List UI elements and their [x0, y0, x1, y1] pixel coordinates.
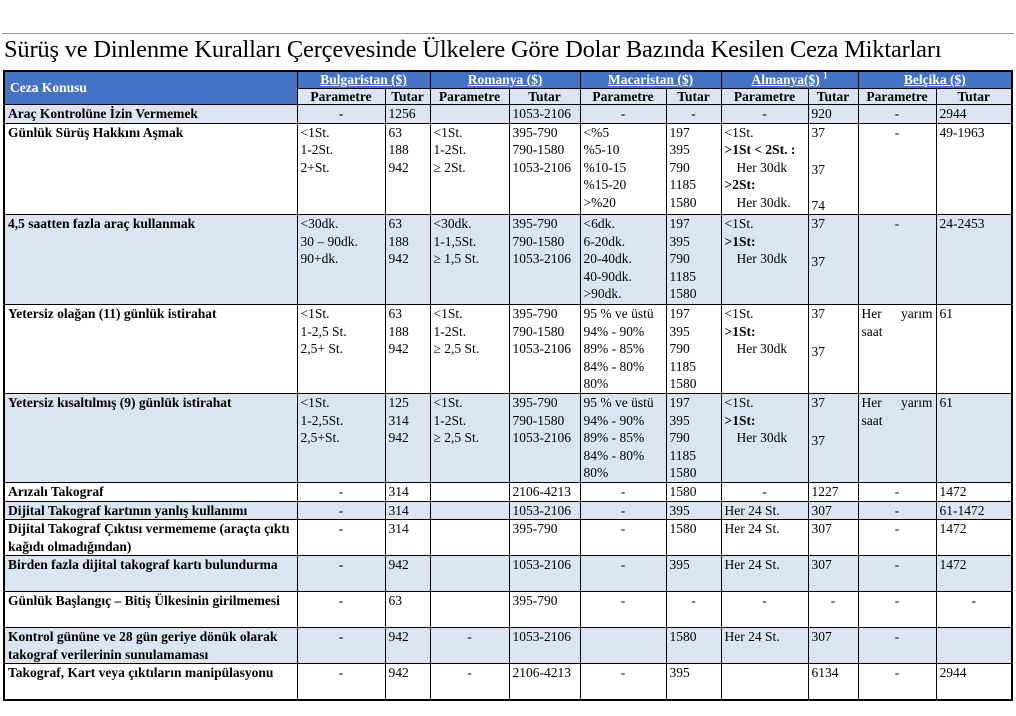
table-row	[4, 394, 1012, 483]
table-row	[4, 628, 1012, 664]
cell-ro-amount: 395-790	[509, 520, 580, 556]
cell-hu-amount: -	[666, 592, 721, 628]
cell-de-amount: 37 37 74	[808, 123, 858, 215]
subheader-param: Parametre	[858, 89, 936, 105]
cell-bg-param: -	[297, 556, 385, 592]
cell-bg-param: <1St. 1-2St. 2+St.	[297, 123, 385, 215]
table-row	[4, 305, 1012, 394]
header-country-romania: Romanya ($)	[430, 71, 580, 89]
cell-bg-amount: 942	[385, 628, 430, 664]
cell-hu-amount: -	[666, 105, 721, 124]
cell-de-amount: 37 37	[808, 215, 858, 305]
row-topic: Araç Kontrolüne İzin Vermemek	[4, 105, 297, 124]
cell-de-param: Her 24 St.	[721, 556, 808, 592]
cell-de-amount: 37 37	[808, 394, 858, 483]
header-row-countries	[4, 71, 1012, 89]
cell-bg-param: -	[297, 628, 385, 664]
cell-de-amount: 37 37	[808, 305, 858, 394]
subheader-amount: Tutar	[808, 89, 858, 105]
row-topic: Yetersiz kısaltılmış (9) günlük istirahat	[4, 394, 297, 483]
cell-be-param: Her yarım saat	[858, 394, 936, 483]
subheader-amount: Tutar	[509, 89, 580, 105]
cell-be-amount: 61	[936, 394, 1012, 483]
cell-be-amount: 61-1472	[936, 501, 1012, 520]
header-topic: Ceza Konusu	[4, 71, 297, 105]
cell-be-param: -	[858, 664, 936, 700]
cell-hu-amount: 197 395 790 1185 1580	[666, 215, 721, 305]
table-row	[4, 215, 1012, 305]
cell-ro-param	[430, 501, 509, 520]
fines-table	[3, 70, 1013, 701]
cell-bg-amount: 1256	[385, 105, 430, 124]
table-row	[4, 556, 1012, 592]
cell-de-amount: 307	[808, 501, 858, 520]
cell-de-param: <1St. >1St: Her 30dk	[721, 305, 808, 394]
cell-hu-amount: 197 395 790 1185 1580	[666, 305, 721, 394]
cell-hu-param: <6dk. 6-20dk. 20-40dk. 40-90dk. >90dk.	[580, 215, 666, 305]
cell-ro-param: -	[430, 628, 509, 664]
cell-de-param: -	[721, 483, 808, 502]
cell-bg-amount: 125 314 942	[385, 394, 430, 483]
cell-be-amount: 1472	[936, 556, 1012, 592]
top-rule	[2, 33, 1014, 34]
cell-ro-param	[430, 556, 509, 592]
cell-ro-param: <30dk. 1-1,5St. ≥ 1,5 St.	[430, 215, 509, 305]
cell-hu-param: 95 % ve üstü 94% - 90% 89% - 85% 84% - 80% 80%	[580, 394, 666, 483]
cell-ro-param	[430, 105, 509, 124]
cell-ro-amount: 1053-2106	[509, 556, 580, 592]
cell-bg-param: -	[297, 105, 385, 124]
subheader-amount: Tutar	[385, 89, 430, 105]
cell-hu-param: -	[580, 664, 666, 700]
cell-de-amount: 307	[808, 520, 858, 556]
cell-de-param	[721, 664, 808, 700]
row-topic: Günlük Başlangıç – Bitiş Ülkesinin girilmemesi	[4, 592, 297, 628]
cell-ro-param: -	[430, 664, 509, 700]
cell-de-param: <1St. >1St: Her 30dk	[721, 215, 808, 305]
cell-hu-amount: 1580	[666, 520, 721, 556]
cell-ro-amount: 395-790 790-1580 1053-2106	[509, 394, 580, 483]
cell-bg-amount: 314	[385, 520, 430, 556]
cell-bg-amount: 63 188 942	[385, 305, 430, 394]
cell-hu-amount: 197 395 790 1185 1580	[666, 394, 721, 483]
cell-be-amount: 1472	[936, 520, 1012, 556]
cell-bg-param: -	[297, 520, 385, 556]
cell-ro-amount: 2106-4213	[509, 483, 580, 502]
cell-bg-amount: 63 188 942	[385, 215, 430, 305]
cell-ro-param: <1St. 1-2St. ≥ 2,5 St.	[430, 305, 509, 394]
table-row	[4, 664, 1012, 700]
page-title: Sürüş ve Dinlenme Kuralları Çerçevesinde Ülkelere Göre Dolar Bazında Kesilen Ceza Miktarları	[4, 36, 942, 63]
cell-be-param: -	[858, 483, 936, 502]
cell-hu-param: -	[580, 556, 666, 592]
cell-hu-amount: 395	[666, 664, 721, 700]
cell-bg-amount: 63	[385, 592, 430, 628]
cell-de-param: -	[721, 105, 808, 124]
row-topic: Günlük Sürüş Hakkını Aşmak	[4, 123, 297, 215]
cell-bg-param: <1St. 1-2,5 St. 2,5+ St.	[297, 305, 385, 394]
header-country-hungary: Macaristan ($)	[580, 71, 721, 89]
cell-bg-param: -	[297, 664, 385, 700]
cell-be-param: -	[858, 592, 936, 628]
cell-be-param: -	[858, 123, 936, 215]
cell-be-amount: 61	[936, 305, 1012, 394]
cell-hu-param: -	[580, 483, 666, 502]
table-row	[4, 592, 1012, 628]
row-topic: Kontrol gününe ve 28 gün geriye dönük olarak takograf verilerinin sunulamaması	[4, 628, 297, 664]
cell-be-amount	[936, 628, 1012, 664]
cell-hu-amount: 197 395 790 1185 1580	[666, 123, 721, 215]
subheader-param: Parametre	[721, 89, 808, 105]
cell-bg-param: <30dk. 30 – 90dk. 90+dk.	[297, 215, 385, 305]
cell-hu-param	[580, 628, 666, 664]
subheader-param: Parametre	[297, 89, 385, 105]
cell-ro-param	[430, 520, 509, 556]
cell-ro-amount: 395-790	[509, 592, 580, 628]
cell-de-amount: 1227	[808, 483, 858, 502]
cell-bg-amount: 942	[385, 556, 430, 592]
row-topic: Birden fazla dijital takograf kartı bulundurma	[4, 556, 297, 592]
subheader-amount: Tutar	[666, 89, 721, 105]
table-row	[4, 501, 1012, 520]
cell-de-param: Her 24 St.	[721, 520, 808, 556]
cell-de-param: Her 24 St.	[721, 501, 808, 520]
table-row	[4, 483, 1012, 502]
cell-hu-amount: 1580	[666, 628, 721, 664]
cell-be-amount: 24-2453	[936, 215, 1012, 305]
row-topic: Yetersiz olağan (11) günlük istirahat	[4, 305, 297, 394]
subheader-param: Parametre	[580, 89, 666, 105]
cell-ro-amount: 1053-2106	[509, 628, 580, 664]
cell-hu-param: 95 % ve üstü 94% - 90% 89% - 85% 84% - 80% 80%	[580, 305, 666, 394]
cell-hu-amount: 1580	[666, 483, 721, 502]
footnote-marker: 1	[823, 71, 828, 81]
cell-bg-amount: 314	[385, 501, 430, 520]
cell-be-amount: 1472	[936, 483, 1012, 502]
cell-de-amount: 920	[808, 105, 858, 124]
cell-bg-amount: 63 188 942	[385, 123, 430, 215]
cell-de-param: <1St. >1St: Her 30dk	[721, 394, 808, 483]
cell-ro-param	[430, 483, 509, 502]
cell-be-param: -	[858, 215, 936, 305]
cell-be-param: -	[858, 628, 936, 664]
cell-ro-param: <1St. 1-2St. ≥ 2St.	[430, 123, 509, 215]
cell-be-param: -	[858, 520, 936, 556]
cell-ro-amount: 395-790 790-1580 1053-2106	[509, 215, 580, 305]
cell-hu-param: -	[580, 520, 666, 556]
cell-bg-amount: 942	[385, 664, 430, 700]
cell-hu-amount: 395	[666, 501, 721, 520]
header-country-belgium: Belçika ($)	[858, 71, 1012, 89]
cell-be-param: -	[858, 556, 936, 592]
cell-be-amount: -	[936, 592, 1012, 628]
cell-de-param: <1St. >1St < 2St. : Her 30dk >2St: Her 30dk.	[721, 123, 808, 215]
row-topic: 4,5 saatten fazla araç kullanmak	[4, 215, 297, 305]
cell-be-amount: 2944	[936, 664, 1012, 700]
cell-hu-param: -	[580, 105, 666, 124]
cell-ro-amount: 395-790 790-1580 1053-2106	[509, 123, 580, 215]
row-topic: Dijital Takograf kartının yanlış kullanımı	[4, 501, 297, 520]
subheader-param: Parametre	[430, 89, 509, 105]
cell-bg-amount: 314	[385, 483, 430, 502]
table-row	[4, 105, 1012, 124]
header-country-germany: Almanya($) $^1$	[721, 71, 858, 89]
cell-de-amount: 307	[808, 628, 858, 664]
row-topic: Takograf, Kart veya çıktıların manipülasyonu	[4, 664, 297, 700]
cell-ro-amount: 2106-4213	[509, 664, 580, 700]
cell-be-param: -	[858, 501, 936, 520]
cell-hu-param: -	[580, 501, 666, 520]
cell-ro-amount: 395-790 790-1580 1053-2106	[509, 305, 580, 394]
cell-be-amount: 2944	[936, 105, 1012, 124]
subheader-amount: Tutar	[936, 89, 1012, 105]
cell-hu-param: -	[580, 592, 666, 628]
cell-de-amount: -	[808, 592, 858, 628]
cell-bg-param: -	[297, 483, 385, 502]
table-row	[4, 123, 1012, 215]
cell-bg-param: <1St. 1-2,5St. 2,5+St.	[297, 394, 385, 483]
cell-be-param: Her yarım saat	[858, 305, 936, 394]
cell-de-param: -	[721, 592, 808, 628]
cell-de-amount: 307	[808, 556, 858, 592]
cell-bg-param: -	[297, 501, 385, 520]
cell-de-amount: 6134	[808, 664, 858, 700]
cell-ro-amount: 1053-2106	[509, 501, 580, 520]
cell-de-param: Her 24 St.	[721, 628, 808, 664]
table-row	[4, 520, 1012, 556]
cell-ro-param	[430, 592, 509, 628]
cell-ro-param: <1St. 1-2St. ≥ 2,5 St.	[430, 394, 509, 483]
row-topic: Arızalı Takograf	[4, 483, 297, 502]
cell-be-amount: 49-1963	[936, 123, 1012, 215]
cell-ro-amount: 1053-2106	[509, 105, 580, 124]
cell-bg-param: -	[297, 592, 385, 628]
cell-be-param: -	[858, 105, 936, 124]
cell-hu-param: <%5 %5-10 %10-15 %15-20 >%20	[580, 123, 666, 215]
cell-hu-amount: 395	[666, 556, 721, 592]
header-country-bulgaria: Bulgaristan ($)	[297, 71, 430, 89]
row-topic: Dijital Takograf Çıktısı vermememe (araçta çıktı kağıdı olmadığından)	[4, 520, 297, 556]
